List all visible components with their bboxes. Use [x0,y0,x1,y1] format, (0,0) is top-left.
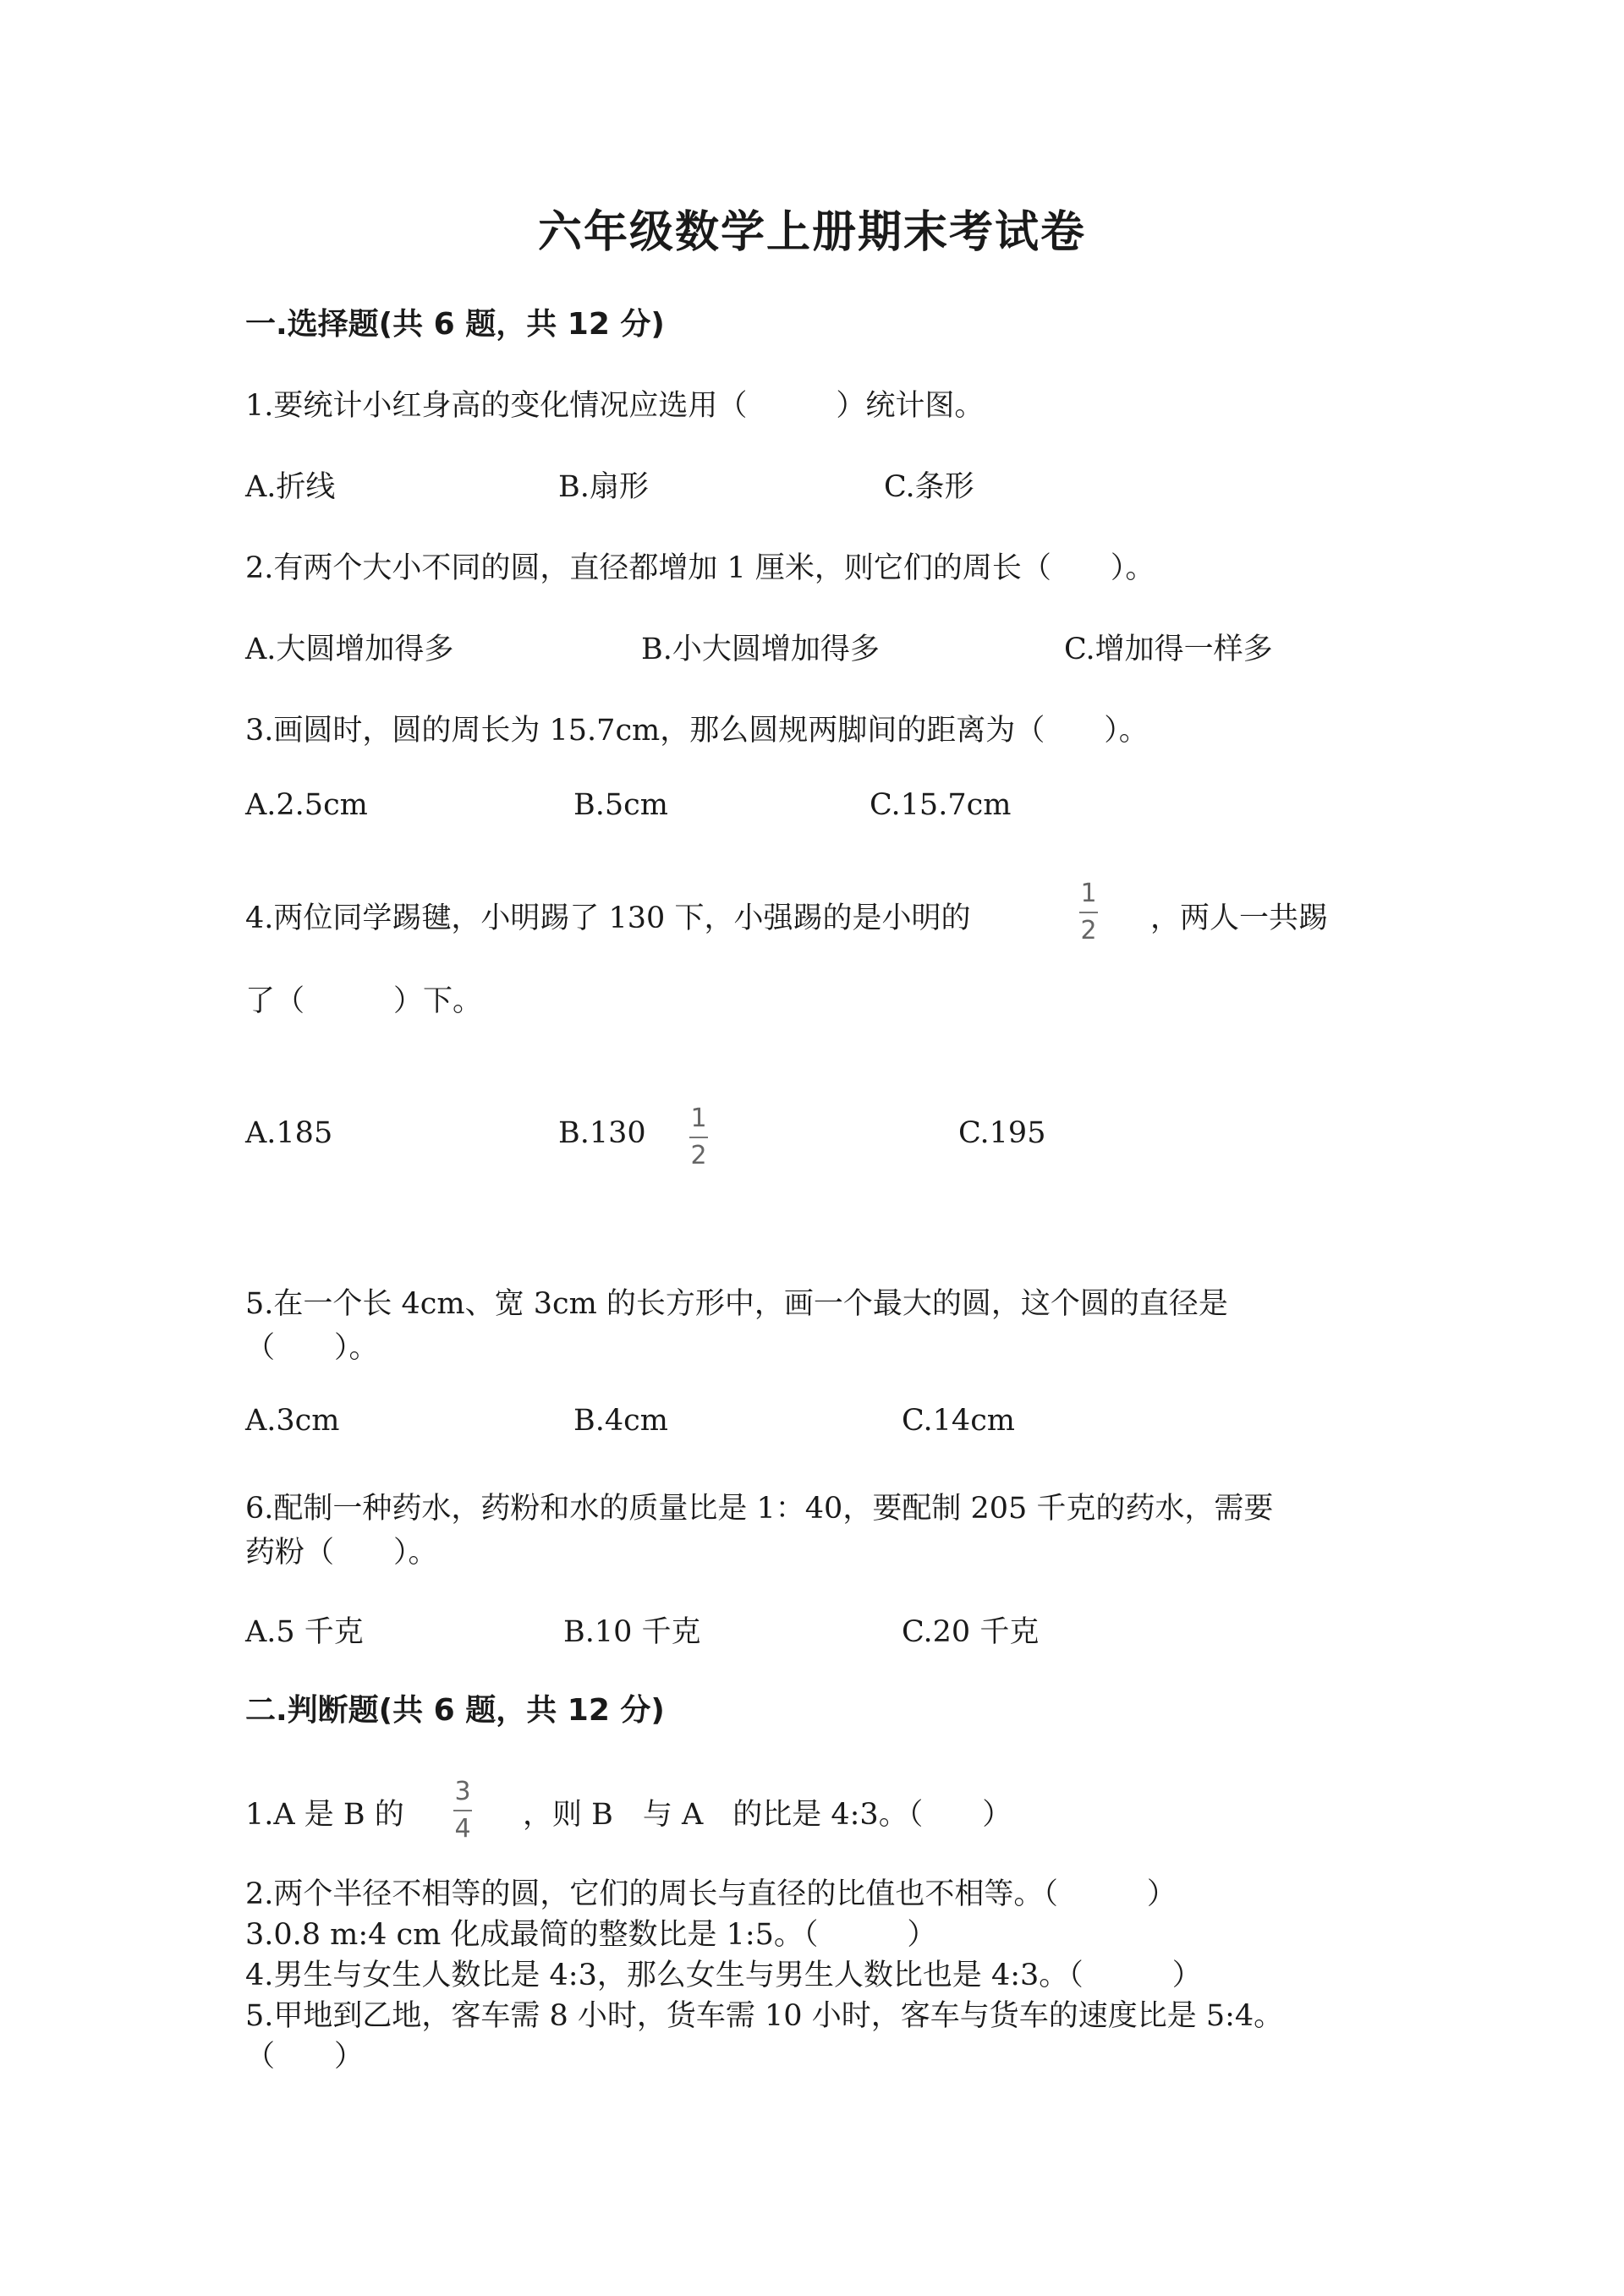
fraction-denominator: 2 [690,1141,707,1170]
question-5-stem-line1: 5.在一个长 4cm、宽 3cm 的长方形中，画一个最大的圆，这个圆的直径是 [245,1287,1228,1321]
fraction-numerator: 3 [454,1777,471,1806]
judgment-4-stem: 4.男生与女生人数比是 4:3，那么女生与男生人数比也是 4:3。（ ） [245,1959,1202,1992]
question-3-option-c: C.15.7cm [870,788,1012,822]
question-1-option-a: A.折线 [245,470,336,504]
question-5-option-c: C.14cm [902,1404,1015,1438]
fraction-numerator: 1 [1080,879,1097,908]
question-5-option-a: A.3cm [245,1404,340,1438]
question-4-stem-part1: 4.两位同学踢毽，小明踢了 130 下，小强踢的是小明的 [245,901,971,935]
question-2-stem: 2.有两个大小不同的圆，直径都增加 1 厘米，则它们的周长（ ）。 [245,551,1155,585]
fraction-bar [1079,912,1098,913]
fraction-numerator: 1 [690,1104,707,1133]
question-2-option-c: C.增加得一样多 [1064,633,1273,666]
question-5-stem-line2: （ ）。 [245,1331,379,1365]
question-2-option-b: B.小大圆增加得多 [641,633,880,666]
question-5-option-b: B.4cm [573,1404,668,1438]
page-title: 六年级数学上册期末考试卷 [537,207,1086,258]
question-4-option-a: A.185 [245,1116,333,1150]
judgment-5-stem-line1: 5.甲地到乙地，客车需 8 小时，货车需 10 小时，客车与货车的速度比是 5:4。 [245,1999,1284,2033]
question-4-stem-line2: 了（ ）下。 [245,984,483,1018]
question-6-stem-line2: 药粉（ ）。 [245,1536,438,1570]
question-6-option-a: A.5 千克 [245,1615,364,1649]
question-6-option-c: C.20 千克 [902,1615,1040,1649]
question-2-option-a: A.大圆增加得多 [245,633,454,666]
judgment-1-stem-part1: 1.A 是 B 的 [245,1798,404,1832]
question-4-option-c: C.195 [958,1116,1046,1150]
question-6-option-b: B.10 千克 [563,1615,701,1649]
question-4-option-b: B.130 [558,1116,646,1150]
judgment-2-stem: 2.两个半径不相等的圆，它们的周长与直径的比值也不相等。（ ） [245,1877,1177,1911]
question-6-stem-line1: 6.配制一种药水，药粉和水的质量比是 1：40，要配制 205 千克的药水，需要 [245,1492,1274,1526]
question-4-fraction [1079,881,1098,944]
judgment-1-stem-part2: ，则 B 与 A 的比是 4:3。（ ） [523,1798,1012,1832]
question-1-option-b: B.扇形 [558,470,649,504]
fraction-denominator: 2 [1080,916,1097,945]
section-heading-judgment: 二.判断题(共 6 题，共 12 分) [245,1693,665,1728]
question-4-option-b-fraction [689,1106,708,1169]
question-1-option-c: C.条形 [884,470,974,504]
judgment-1-fraction [453,1779,472,1842]
question-1-stem: 1.要统计小红身高的变化情况应选用（ ）统计图。 [245,389,985,423]
question-3-option-b: B.5cm [573,788,668,822]
question-3-option-a: A.2.5cm [245,788,368,822]
fraction-bar [453,1810,472,1811]
fraction-denominator: 4 [454,1814,471,1844]
judgment-3-stem: 3.0.8 m:4 cm 化成最简的整数比是 1:5。（ ） [245,1918,937,1952]
fraction-bar [689,1137,708,1138]
question-3-stem: 3.画圆时，圆的周长为 15.7cm，那么圆规两脚间的距离为（ ）。 [245,714,1149,748]
judgment-5-stem-line2: （ ） [245,2040,365,2074]
section-heading-choice: 一.选择题(共 6 题，共 12 分) [245,307,665,342]
question-4-stem-part2: ，两人一共踢 [1150,901,1329,935]
